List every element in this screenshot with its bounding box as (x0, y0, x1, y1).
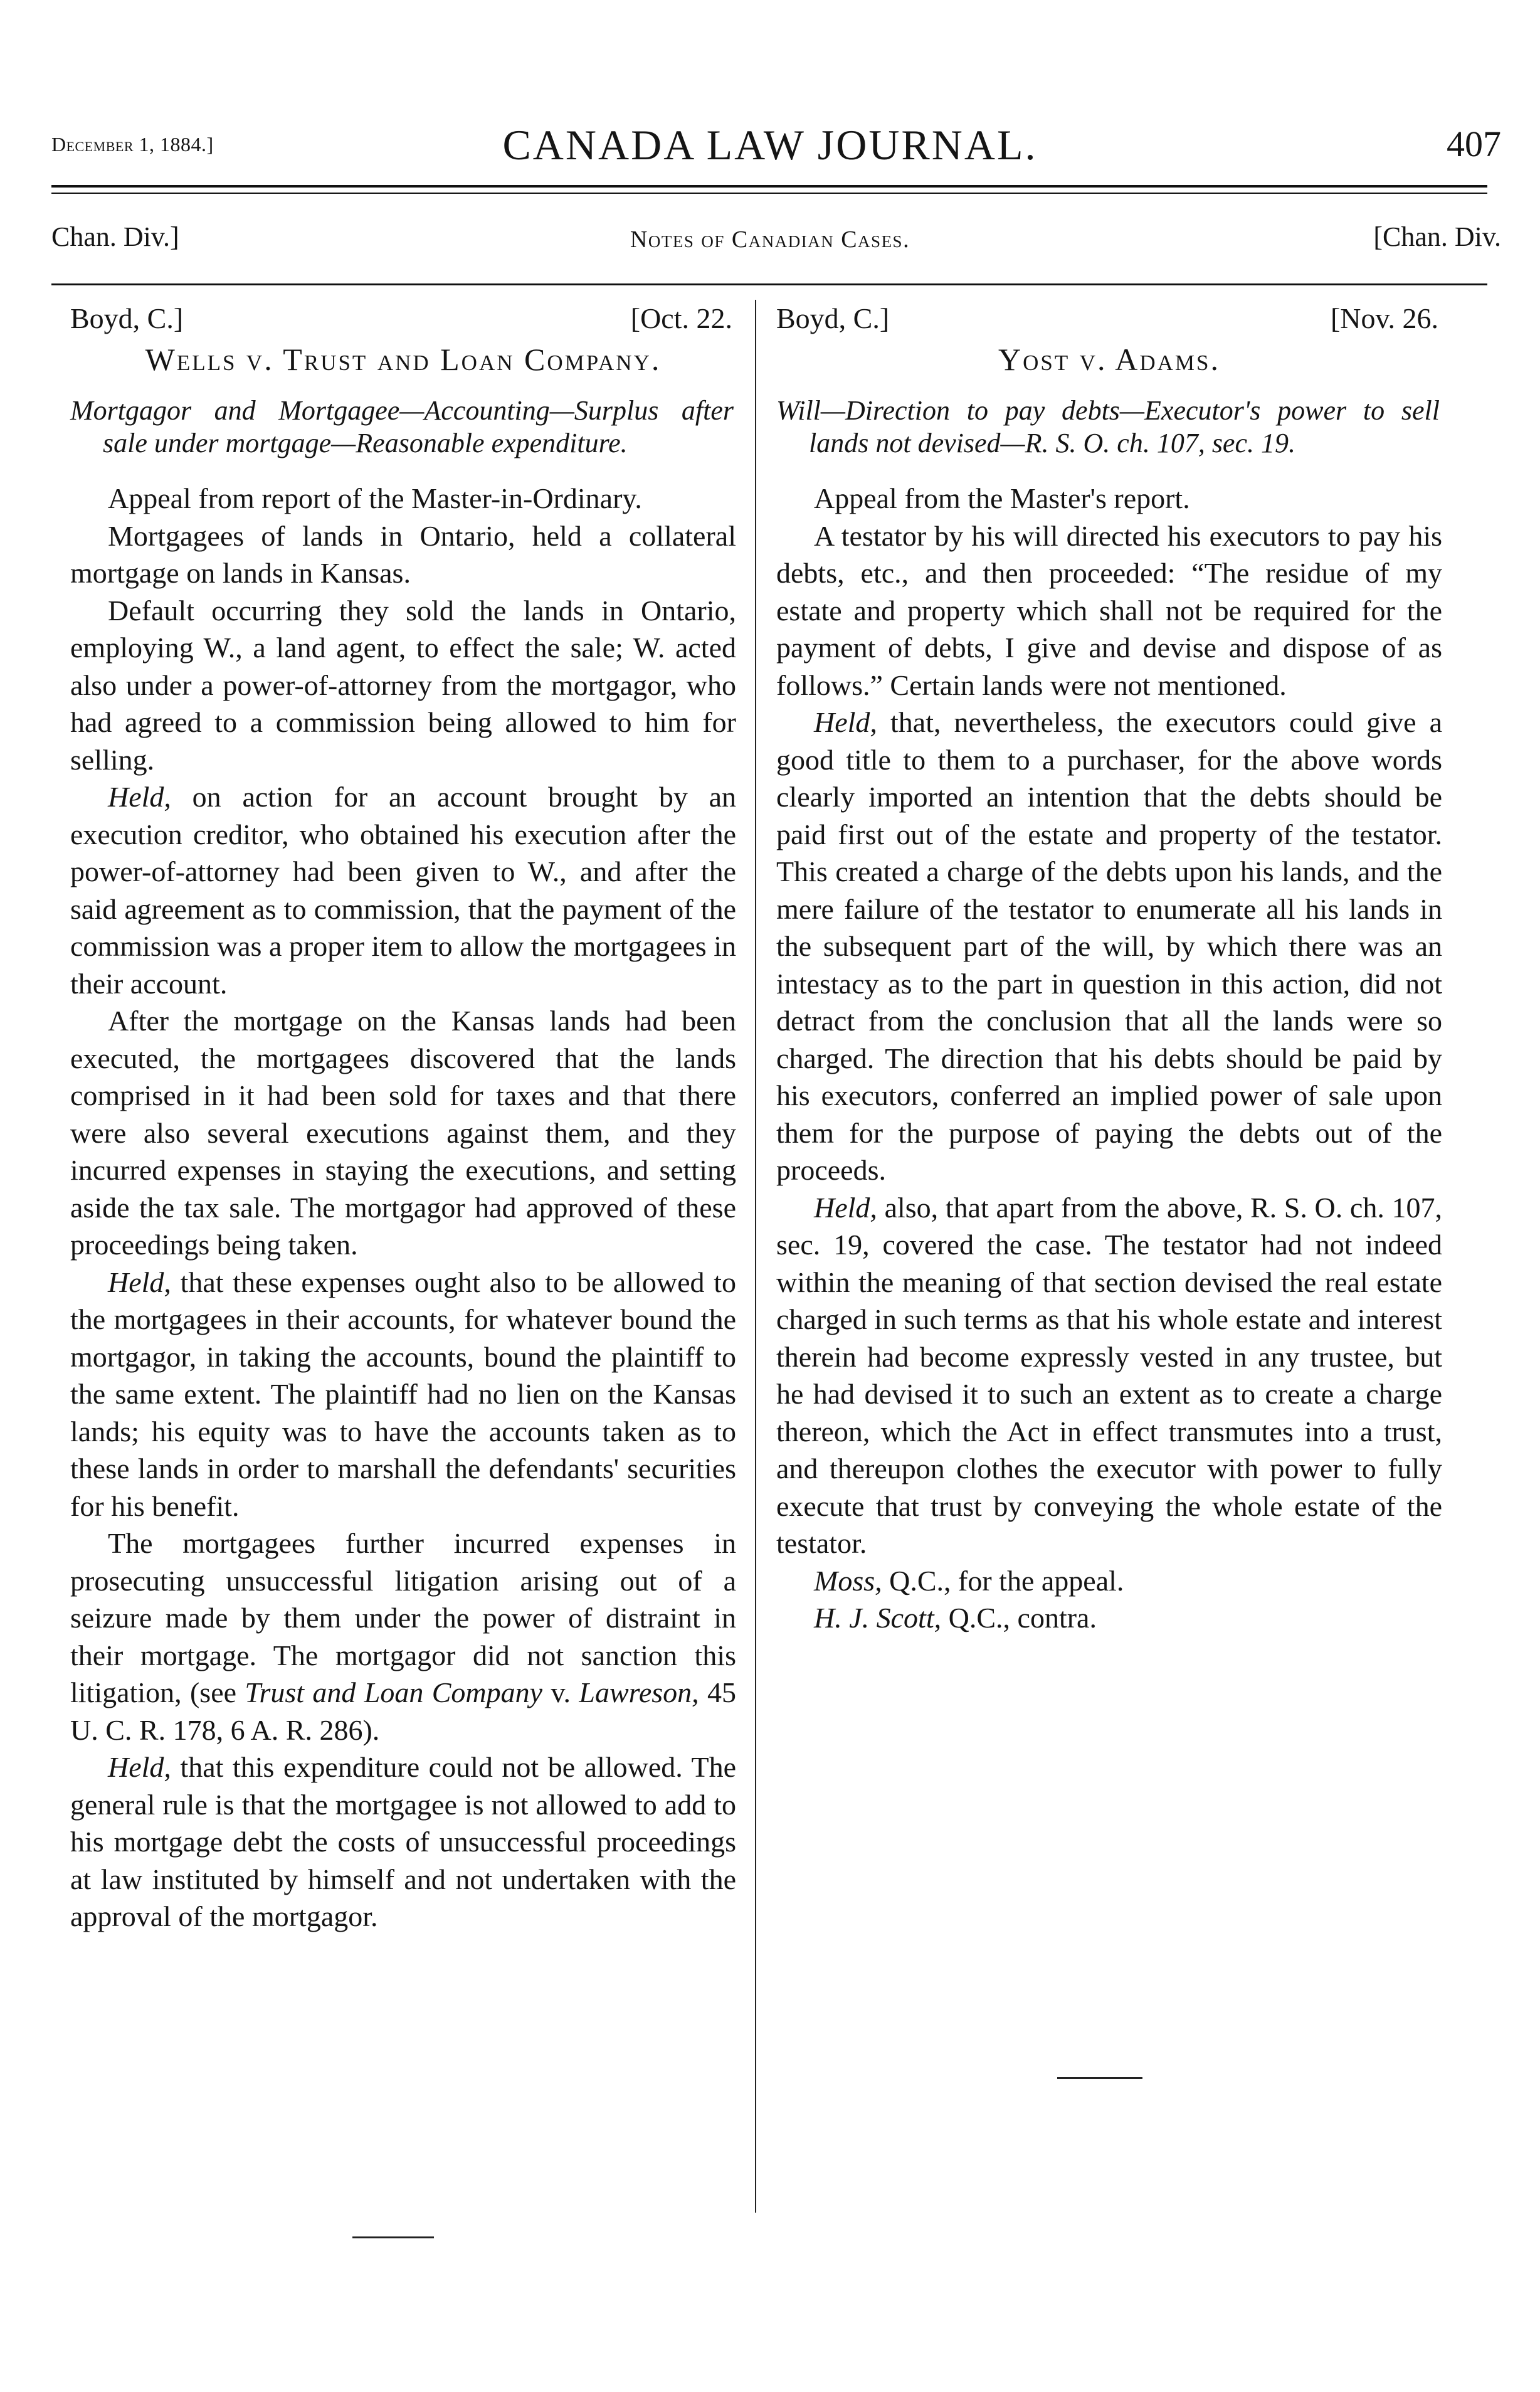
held-paragraph (70, 1749, 736, 1935)
column-divider (755, 300, 756, 2213)
headnote-statute: 107, sec. 19. (1156, 428, 1295, 458)
paragraph: A testator by his will directed his executors to pay his debts, etc., and then proceeded: “The residue of my estate and property which shall not be required for the payment of debts, I give and devise and dispose of as follows.” Certain lands were not mentioned. (776, 519, 1442, 701)
held-label: Held, (814, 706, 877, 738)
left-column (70, 300, 736, 1935)
paragraph: Appeal from the Master's report. (814, 482, 1190, 514)
headnote-part: Will—Direction to pay debts—Executor's power to sell lands not devised—R. S. O. ch. (776, 395, 1440, 458)
counsel-line (776, 1562, 1442, 1600)
held-label: Held, (108, 1751, 171, 1783)
counsel-name: Moss, (814, 1564, 882, 1597)
held-paragraph (776, 704, 1442, 1189)
case-citation: Trust and Loan Company (245, 1676, 543, 1708)
division-left: Chan. Div.] (51, 221, 179, 252)
header-rule-thin (51, 193, 1487, 194)
case-citation-party: Lawreson, (579, 1676, 699, 1708)
case-header-right (776, 300, 1442, 337)
held-label: Held, (814, 1191, 877, 1224)
held-paragraph (70, 778, 736, 1002)
held-text: that these expenses ought also to be allowed to the mortgagees in their accounts, for whatever bound the mortgagor, in taking the accounts, bound the plaintiff to the same extent. The plaintiff had no lien on the Kansas lands; his equity was to have the accounts taken as to these lands in order to marshall the defendants' securities for his benefit. (70, 1266, 736, 1522)
end-rule-right (1057, 2077, 1142, 2079)
counsel-line (776, 1599, 1442, 1637)
issue-date: December 1, 1884.] (51, 133, 214, 156)
paragraph: Appeal from report of the Master-in-Ordinary. (108, 482, 642, 514)
held-text: also, that apart from the above, R. S. O. ch. 107, sec. 19, covered the case. The testator had not indeed within the meaning of that section devised the real estate charged in such terms as that his whole estate and interest therein had become expressly vested in any trustee, but he had devised it to such an extent as to create a charge thereon, which the Act in effect transmutes into a trust, and thereupon clothes the executor with power to fully execute that trust by conveying the whole estate of the testator. (776, 1191, 1442, 1559)
counsel-role: Q.C., contra. (941, 1602, 1097, 1634)
page-number: 407 (1447, 124, 1501, 164)
judge-name: Boyd, C.] (70, 302, 184, 334)
headnote-text (776, 394, 1440, 460)
judge-name: Boyd, C.] (776, 302, 890, 334)
counsel-name: H. J. Scott, (814, 1602, 942, 1634)
counsel-role: Q.C., for the appeal. (882, 1564, 1124, 1597)
paragraph: Mortgagees of lands in Ontario, held a collateral mortgage on lands in Kansas. (70, 519, 736, 589)
held-label: Held, (108, 781, 171, 813)
held-paragraph (776, 1189, 1442, 1562)
paragraph: Default occurring they sold the lands in Ontario, employing W., a land agent, to effect the sale; W. acted also under a power-of-attorney from the mortgagor, who had agreed to a commission being allowed to him for selling. (70, 594, 736, 776)
paragraph: After the mortgage on the Kansas lands had been executed, the mortgagees discovered that the lands comprised in it had been sold for taxes and that there were also several executions against them, and they incurred expenses in staying the executions, and setting aside the tax sale. The mortgagor had approved of these proceedings being taken. (70, 1005, 736, 1261)
case-title: Yost v. Adams. (998, 341, 1220, 377)
held-text: that this expenditure could not be allowed. The general rule is that the mortgagee is not allowed to add to his mortgage debt the costs of unsuccessful proceedings at law instituted by himself and not undertaken with the approval of the mortgagor. (70, 1751, 736, 1932)
citation-reference: 45 U. C. R. 178, 6 A. R. 286). (70, 1676, 737, 1746)
decision-date: [Oct. 22. (630, 302, 732, 334)
citation-versus: v. (542, 1676, 579, 1708)
paragraph (70, 1525, 736, 1749)
held-text: that, nevertheless, the executors could give a good title to them to a purchaser, for the above words clearly imported an intention that the debts should be paid first out of the estate and property of the testator. This created a charge of the debts upon his lands, and the mere failure of the testator to enumerate all his lands in the subsequent part of the will, by which there was an intestacy as to the part in question in this action, did not detract from the conclusion that all the lands were so charged. The direction that his debts should be paid by his executors, conferred an implied power of sale upon them for the purpose of paying the debts out of the proceeds. (776, 706, 1442, 1186)
headnote-text: Mortgagor and Mortgagee—Accounting—Surplus after sale under mortgage—Reasonable expenditure. (70, 395, 734, 458)
end-rule-left (352, 2236, 434, 2238)
headnote (776, 394, 1442, 460)
headnote (70, 394, 736, 460)
held-text: on action for an account brought by an execution creditor, who obtained his execution after the power-of-attorney had been given to W., and after the said agreement as to commission, that the payment of the commission was a proper item to allow the mortgagees in their account. (70, 781, 736, 1000)
right-column (776, 300, 1442, 1637)
section-rule (51, 283, 1487, 285)
division-right: [Chan. Div. (1373, 221, 1501, 252)
journal-title: CANADA LAW JOURNAL. (502, 121, 1038, 169)
decision-date: [Nov. 26. (1330, 302, 1438, 334)
paragraph-text: The mortgagees further incurred expenses in prosecuting unsuccessful litigation arising out of a seizure made by them under the power of distraint in their mortgage. The mortgagor did not sanction this litigation, (see (70, 1527, 736, 1708)
held-label: Held, (108, 1266, 171, 1298)
section-title: Notes of Canadian Cases. (630, 226, 910, 253)
held-paragraph (70, 1264, 736, 1525)
case-title: Wells v. Trust and Loan Company. (145, 341, 662, 377)
case-header-left (70, 300, 736, 337)
header-rule-thick (51, 185, 1487, 188)
